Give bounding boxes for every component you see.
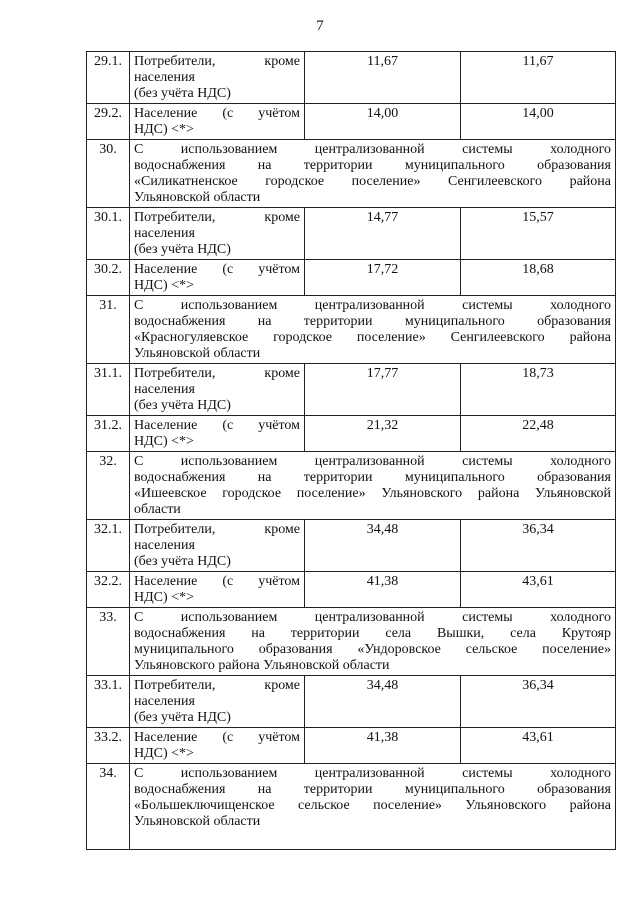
description-line: С использованием централизованной системы холодного: [134, 766, 611, 781]
tariff-value-2: 11,67: [461, 52, 616, 104]
tariff-row: [87, 416, 616, 452]
description-line: Население (с учётом: [134, 106, 300, 121]
tariff-value-1: 11,67: [305, 52, 461, 104]
row-number: 34.: [87, 764, 130, 850]
description-line: водоснабжения на территории муниципального образования: [134, 470, 611, 485]
description-line: НДС) <*>: [134, 278, 194, 293]
tariff-value-2: 14,00: [461, 104, 616, 140]
description-line: С использованием централизованной системы холодного: [134, 454, 611, 469]
description-line: Ульяновского района Ульяновской области: [134, 658, 390, 673]
row-number: 32.: [87, 452, 130, 520]
tariff-row: [87, 208, 616, 260]
description-line: НДС) <*>: [134, 590, 194, 605]
description-line: (без учёта НДС): [134, 710, 231, 725]
section-row: [87, 452, 616, 520]
description-line: (без учёта НДС): [134, 86, 231, 101]
description-line: Потребители, кроме: [134, 522, 300, 537]
description-line: Население (с учётом: [134, 418, 300, 433]
row-number: 30.2.: [87, 260, 130, 296]
description-line: НДС) <*>: [134, 122, 194, 137]
tariff-value-2: 18,68: [461, 260, 616, 296]
row-number: 32.1.: [87, 520, 130, 572]
description-line: С использованием централизованной системы холодного: [134, 298, 611, 313]
row-number: 29.2.: [87, 104, 130, 140]
description-line: (без учёта НДС): [134, 554, 231, 569]
description-line: Потребители, кроме: [134, 678, 300, 693]
tariff-row: [87, 52, 616, 104]
description-line: населения: [134, 538, 195, 553]
description-line: водоснабжения на территории муниципального образования: [134, 782, 611, 797]
row-number: 29.1.: [87, 52, 130, 104]
row-number: 31.: [87, 296, 130, 364]
tariff-value-2: 18,73: [461, 364, 616, 416]
description-line: Ульяновской области: [134, 346, 261, 361]
row-description: [130, 676, 305, 728]
tariff-row: [87, 364, 616, 416]
tariff-row: [87, 520, 616, 572]
description-line: (без учёта НДС): [134, 242, 231, 257]
row-description: [130, 520, 305, 572]
description-line: области: [134, 502, 181, 517]
description-line: Население (с учётом: [134, 262, 300, 277]
tariff-value-2: 22,48: [461, 416, 616, 452]
row-description: [130, 728, 305, 764]
tariff-value-1: 17,72: [305, 260, 461, 296]
row-description: [130, 572, 305, 608]
section-row: [87, 296, 616, 364]
row-description: [130, 104, 305, 140]
row-description: [130, 608, 616, 676]
description-line: населения: [134, 694, 195, 709]
description-line: (без учёта НДС): [134, 398, 231, 413]
tariff-row: [87, 260, 616, 296]
section-row: [87, 764, 616, 850]
tariff-row: [87, 572, 616, 608]
tariff-value-1: 41,38: [305, 572, 461, 608]
row-number: 30.: [87, 140, 130, 208]
tariff-value-1: 41,38: [305, 728, 461, 764]
description-line: С использованием централизованной системы холодного: [134, 142, 611, 157]
row-description: [130, 260, 305, 296]
description-line: Потребители, кроме: [134, 210, 300, 225]
description-line: Население (с учётом: [134, 730, 300, 745]
row-description: [130, 764, 616, 850]
description-line: населения: [134, 70, 195, 85]
description-line: Потребители, кроме: [134, 366, 300, 381]
row-number: 30.1.: [87, 208, 130, 260]
description-line: НДС) <*>: [134, 434, 194, 449]
tariff-value-1: 14,77: [305, 208, 461, 260]
row-description: [130, 208, 305, 260]
section-row: [87, 140, 616, 208]
row-number: 33.1.: [87, 676, 130, 728]
description-line: населения: [134, 226, 195, 241]
description-line: водоснабжения на территории муниципального образования: [134, 314, 611, 329]
tariff-value-2: 36,34: [461, 676, 616, 728]
tariff-value-1: 21,32: [305, 416, 461, 452]
tariff-value-1: 14,00: [305, 104, 461, 140]
description-line: Потребители, кроме: [134, 54, 300, 69]
row-number: 32.2.: [87, 572, 130, 608]
row-number: 33.2.: [87, 728, 130, 764]
description-line: НДС) <*>: [134, 746, 194, 761]
description-line: водоснабжения на территории муниципального образования: [134, 158, 611, 173]
row-number: 31.1.: [87, 364, 130, 416]
tariff-row: [87, 728, 616, 764]
description-line: «Красногуляевское городское поселение» Сенгилеевского района: [134, 330, 611, 345]
tariff-value-2: 15,57: [461, 208, 616, 260]
row-description: [130, 296, 616, 364]
row-description: [130, 416, 305, 452]
description-line: С использованием централизованной системы холодного: [134, 610, 611, 625]
tariff-value-2: 36,34: [461, 520, 616, 572]
tariff-value-1: 34,48: [305, 676, 461, 728]
description-line: Население (с учётом: [134, 574, 300, 589]
tariff-value-2: 43,61: [461, 728, 616, 764]
row-number: 31.2.: [87, 416, 130, 452]
description-line: муниципального образования «Ундоровское сельское поселение»: [134, 642, 611, 657]
description-line: «Силикатненское городское поселение» Сенгилеевского района: [134, 174, 611, 189]
section-row: [87, 608, 616, 676]
tariff-value-1: 17,77: [305, 364, 461, 416]
description-line: «Большеключищенское сельское поселение» Ульяновского района: [134, 798, 611, 813]
description-line: Ульяновской области: [134, 190, 261, 205]
description-line: «Ишеевское городское поселение» Ульяновского района Ульяновской: [134, 486, 611, 501]
row-description: [130, 52, 305, 104]
row-description: [130, 364, 305, 416]
tariff-row: [87, 104, 616, 140]
row-description: [130, 452, 616, 520]
description-line: Ульяновской области: [134, 814, 261, 829]
row-number: 33.: [87, 608, 130, 676]
tariff-table: [86, 51, 616, 850]
row-description: [130, 140, 616, 208]
description-line: населения: [134, 382, 195, 397]
tariff-value-2: 43,61: [461, 572, 616, 608]
description-line: водоснабжения на территории села Вышки, села Крутояр: [134, 626, 611, 641]
page-number: 7: [316, 18, 324, 34]
tariff-row: [87, 676, 616, 728]
tariff-value-1: 34,48: [305, 520, 461, 572]
